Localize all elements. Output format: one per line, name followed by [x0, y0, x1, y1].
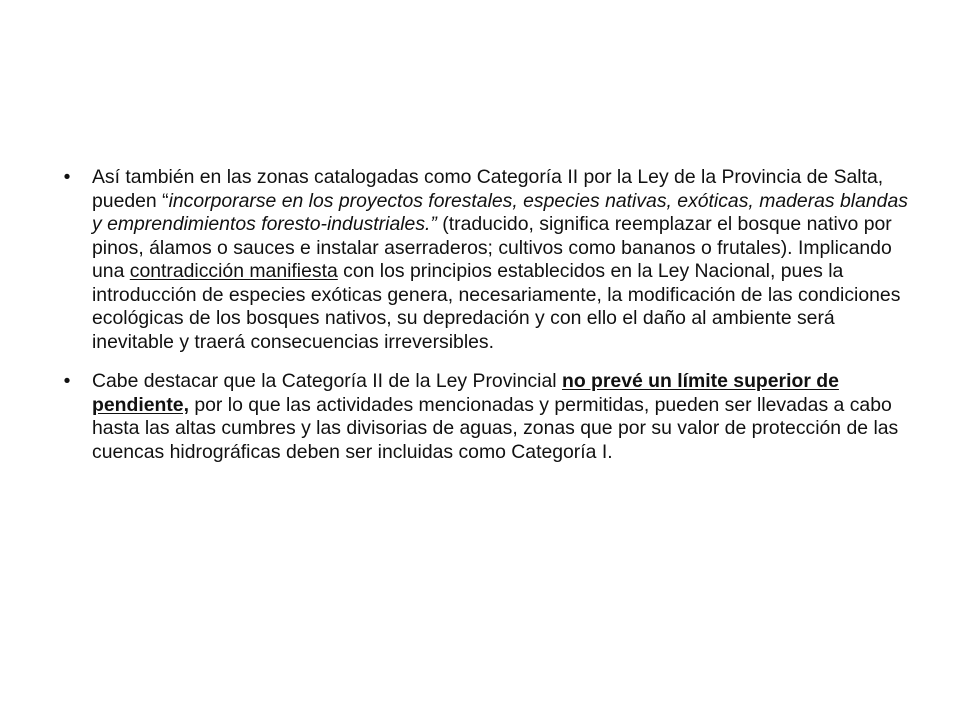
bullet-1-text-explanation: (traducido, significa reemplazar el bosque nativo por pinos, álamos o sauces e instalar aserraderos; cultivos como bananos o frutales). Implicando una	[92, 213, 892, 282]
bullet-dot-icon: •	[63, 370, 71, 392]
bullet-2-text-intro: Cabe destacar que la Categoría II de la Ley Provincial	[92, 370, 562, 392]
bullet-1-text-conclusion: con los principios establecidos en la Ley Nacional, pues la introducción de especies exóticas genera, necesariamente, la modificación de las condiciones ecológicas de los bosques nativos, su depredación y con ello el daño al ambiente será inevitable y traerá consecuencias irreversibles.	[92, 260, 901, 353]
bullet-dot-icon: •	[63, 166, 71, 188]
bullet-text-1	[92, 166, 908, 353]
bullet-1-underlined-phrase: contradicción manifiesta	[129, 260, 338, 282]
bullet-2-bold-underlined-phrase: no prevé un límite superior de pendiente,	[92, 370, 839, 416]
bullet-item-2	[60, 370, 910, 464]
bullet-list	[60, 166, 910, 480]
bullet-1-italic-quote: incorporarse en los proyectos forestales, especies nativas, exóticas, maderas blandas y emprendimientos foresto-industriales.”	[92, 189, 908, 235]
bullet-text-2	[92, 370, 898, 463]
bullet-item-1	[60, 166, 910, 354]
bullet-1-text-plain: Así también en las zonas catalogadas como Categoría II por la Ley de la Provincia de Salta, pueden “	[92, 166, 884, 212]
bullet-2-text-rest: por lo que las actividades mencionadas y permitidas, pueden ser llevadas a cabo hasta las altas cumbres y las divisorias de aguas, zonas que por su valor de protección de las cuencas hidrográficas deben ser incluidas como Categoría I.	[92, 393, 899, 463]
